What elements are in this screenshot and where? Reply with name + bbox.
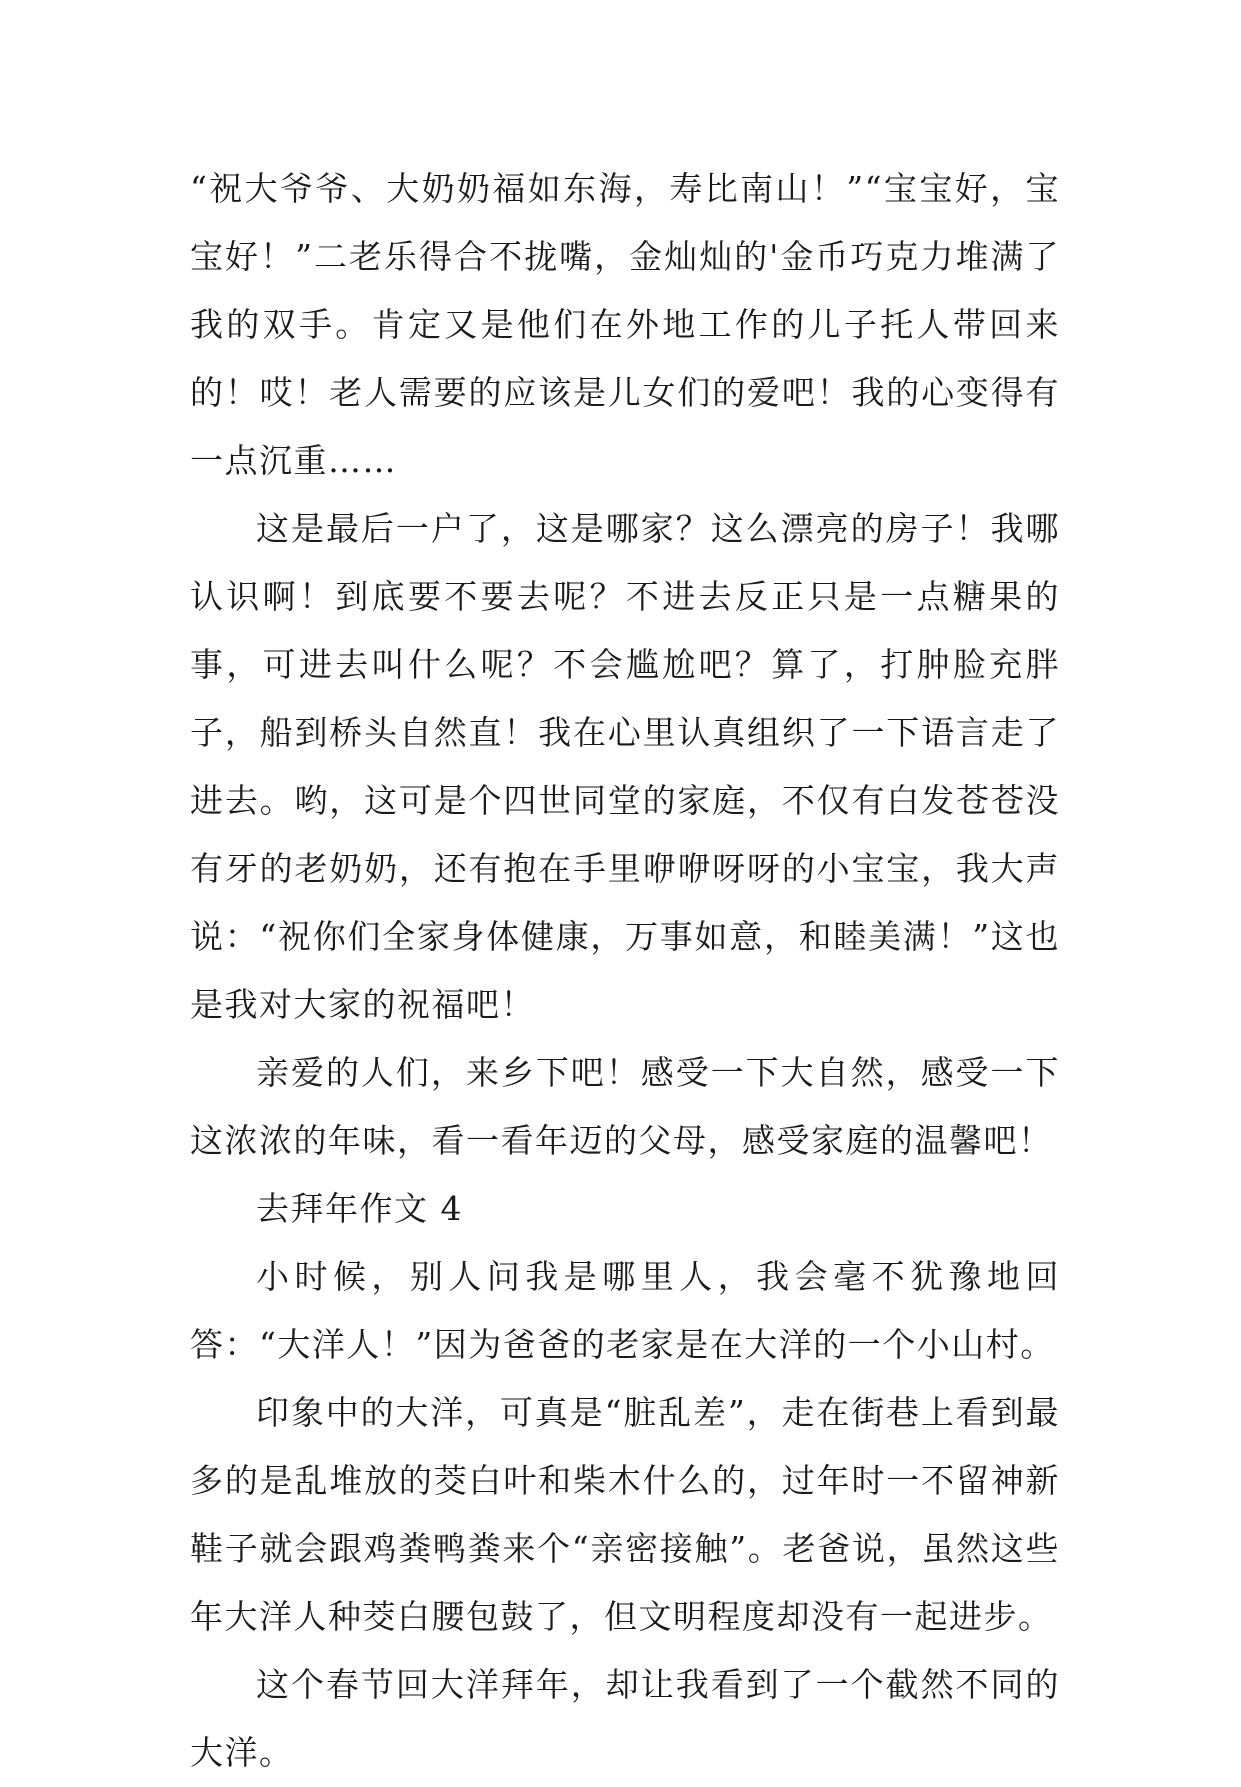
paragraph-6: 这个春节回大洋拜年，却让我看到了一个截然不同的大洋。 bbox=[190, 1665, 1060, 1772]
paragraph-3: 亲爱的人们，来乡下吧！感受一下大自然，感受一下这浓浓的年味，看一看年迈的父母，感受家庭的温馨吧！ bbox=[190, 1053, 1060, 1160]
paragraph-1: “祝大爷爷、大奶奶福如东海，寿比南山！”“宝宝好，宝宝好！”二老乐得合不拢嘴，金灿灿的'金币巧克力堆满了我的双手。肯定又是他们在外地工作的儿子托人带回来的！哎！老人需要的应该是儿女们的爱吧！我的心变得有一点沉重…… bbox=[190, 169, 1060, 480]
paragraph-5: 印象中的大洋，可真是“脏乱差”，走在街巷上看到最多的是乱堆放的茭白叶和柴木什么的，过年时一不留神新鞋子就会跟鸡粪鸭粪来个“亲密接触”。老爸说，虽然这些年大洋人种茭白腰包鼓了，但文明程度却没有一起进步。 bbox=[190, 1393, 1060, 1636]
paragraph-2: 这是最后一户了，这是哪家？这么漂亮的房子！我哪认识啊！到底要不要去呢？不进去反正只是一点糖果的事，可进去叫什么呢？不会尴尬吧？算了，打肿脸充胖子，船到桥头自然直！我在心里认真组织了一下语言走了进去。哟，这可是个四世同堂的家庭，不仅有白发苍苍没有牙的老奶奶，还有抱在手里咿咿呀呀的小宝宝，我大声说：“祝你们全家身体健康，万事如意，和睦美满！”这也是我对大家的祝福吧！ bbox=[190, 509, 1060, 1024]
document-body bbox=[190, 155, 1060, 1787]
section-heading: 去拜年作文 4 bbox=[256, 1189, 463, 1228]
paragraph-4: 小时候，别人问我是哪里人，我会毫不犹豫地回答：“大洋人！”因为爸爸的老家是在大洋的一个小山村。 bbox=[190, 1257, 1060, 1364]
